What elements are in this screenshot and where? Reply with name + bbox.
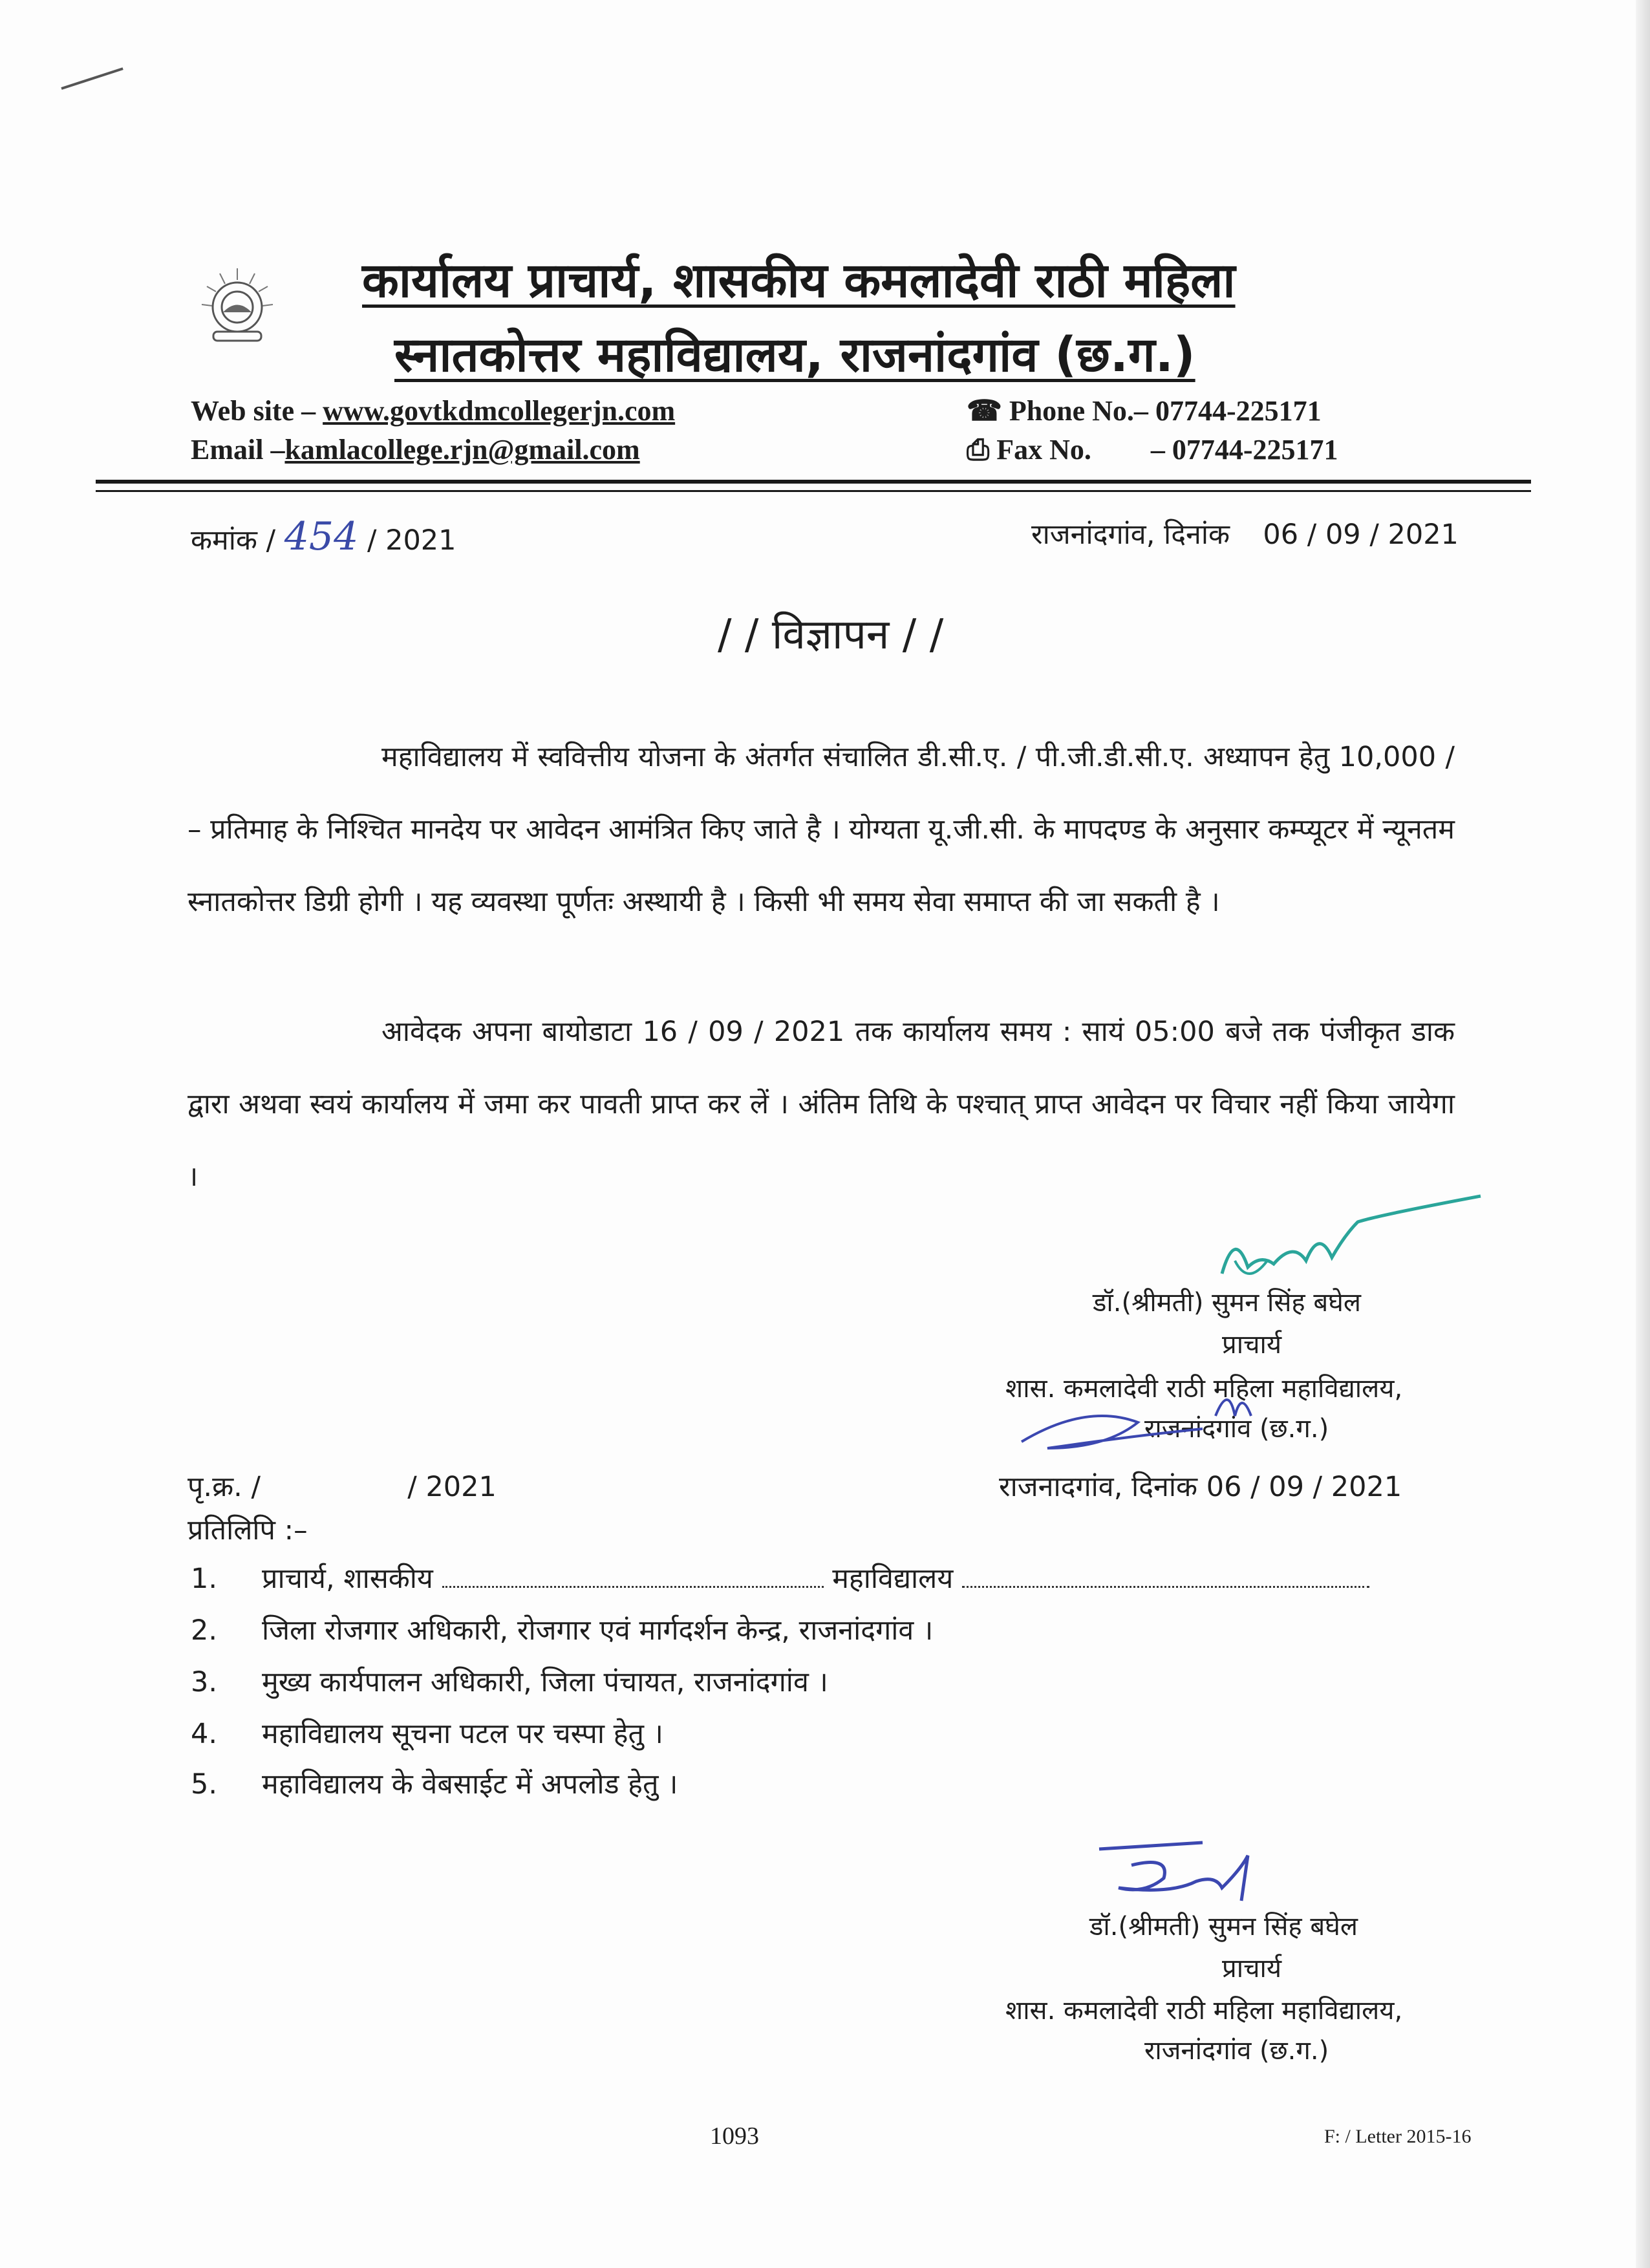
website-link[interactable]: www.govtkdmcollegerjn.com	[323, 395, 676, 427]
signature-1-designation: प्राचार्य	[1222, 1330, 1282, 1360]
email-label: Email –	[191, 434, 285, 465]
signature-1-scribble	[1209, 1183, 1487, 1293]
reference-date	[1031, 514, 1459, 552]
phone-label: Phone No.–	[1009, 395, 1148, 427]
ref-prefix: कमांक /	[191, 524, 276, 557]
fax-number: 07744-225171	[1172, 434, 1338, 465]
website-row	[191, 394, 675, 427]
copy-place-date: राजनादगांव, दिनांक 06 / 09 / 2021	[999, 1471, 1402, 1503]
header-line-1: कार्यालय प्राचार्य, शासकीय कमलादेवी राठी महिला	[362, 253, 1236, 308]
file-reference: F: / Letter 2015-16	[1324, 2126, 1472, 2147]
phone-icon: ☎	[967, 395, 1002, 427]
ref-suffix: / 2021	[367, 524, 456, 557]
ref-handwritten-number: 454	[284, 514, 359, 559]
ref-date: 06 / 09 / 2021	[1263, 519, 1459, 551]
body-paragraph-2: आवेदक अपना बायोडाटा 16 / 09 / 2021 तक कार्यालय समय : सायं 05:00 बजे तक पंजीकृत डाक द्वारा अथवा स्वयं कार्यालय में जमा कर पावती प्राप्त कर लें । अंतिम तिथि के पश्चात् प्राप्त आवेदन पर विचार नहीं किया जायेगा ।	[188, 1016, 1455, 1193]
header-line-2: स्नातकोत्तर महाविद्यालय, राजनांदगांव (छ.ग.)	[394, 327, 1195, 383]
signature-1-city: राजनांदगांव (छ.ग.)	[1144, 1414, 1329, 1444]
signature-2-institution: शास. कमलादेवी राठी महिला महाविद्यालय,	[1005, 1996, 1403, 2026]
phone-row	[967, 394, 1322, 427]
copy-item-5: 5. महाविद्यालय के वेबसाईट में अपलोड हेतु ।	[191, 1768, 678, 1801]
copy-ref-suffix: / 2021	[407, 1471, 497, 1503]
page-number: 1093	[710, 2123, 759, 2150]
email-link[interactable]: kamlacollege.rjn@gmail.com	[284, 434, 640, 465]
college-emblem-icon	[194, 262, 281, 349]
header-divider-thick	[96, 480, 1531, 484]
email-row	[191, 433, 640, 466]
body-paragraph-1: महाविद्यालय में स्ववित्तीय योजना के अंतर्गत संचालित डी.सी.ए. / पी.जी.डी.सी.ए. अध्यापन हेतु 10,000 / – प्रतिमाह के निश्चित मानदेय पर आवेदन आमंत्रित किए जाते है । योग्यता यू.जी.सी. के मापदण्ड के अनुसार कम्प्यूटर में न्यूनतम स्नातकोत्तर डिग्री होगी । यह व्यवस्था पूर्णतः अस्थायी है । किसी भी समय सेवा समाप्त की जा सकती है ।	[188, 741, 1455, 918]
copy-item-1-blank-2	[962, 1561, 1369, 1588]
signature-2-city: राजनांदगांव (छ.ग.)	[1144, 2036, 1329, 2066]
ref-place-date: राजनांदगांव, दिनांक	[1031, 519, 1230, 551]
copy-item-3: 3. मुख्य कार्यपालन अधिकारी, जिला पंचायत, राजनांदगांव ।	[191, 1666, 828, 1698]
fax-label: Fax No.	[996, 434, 1091, 465]
copy-ref-prefix: पृ.क्र. /	[188, 1471, 261, 1503]
signature-1-institution: शास. कमलादेवी राठी महिला महाविद्यालय,	[1005, 1374, 1403, 1404]
phone-number: 07744-225171	[1155, 395, 1322, 427]
signature-2-scribble	[1093, 1830, 1300, 1914]
reference-number	[191, 514, 456, 559]
fax-icon: ⎙	[967, 434, 990, 465]
copy-item-4: 4. महाविद्यालय सूचना पटल पर चस्पा हेतु ।	[191, 1718, 663, 1750]
fax-row	[967, 433, 1338, 466]
website-label: Web site –	[191, 395, 316, 427]
copy-item-1: 1. प्राचार्य, शासकीय महाविद्यालय	[191, 1558, 1369, 1596]
signature-2-designation: प्राचार्य	[1222, 1954, 1282, 1984]
copy-reference	[188, 1466, 497, 1504]
signature-1-name: डॉ.(श्रीमती) सुमन सिंह बघेल	[1093, 1288, 1361, 1318]
scan-edge-shadow	[1636, 0, 1650, 2268]
signature-2-name: डॉ.(श्रीमती) सुमन सिंह बघेल	[1089, 1912, 1358, 1942]
signature-1-overlay-scribble	[1009, 1377, 1397, 1461]
stray-pen-mark	[61, 67, 123, 90]
copy-item-1-blank-1	[442, 1561, 824, 1588]
advertisement-title: / / विज्ञापन / /	[718, 611, 944, 659]
copy-item-2: 2. जिला रोजगार अधिकारी, रोजगार एवं मार्गदर्शन केन्द्र, राजनांदगांव ।	[191, 1614, 934, 1647]
copy-heading: प्रतिलिपि :–	[188, 1514, 308, 1546]
header-divider-thin	[96, 490, 1531, 492]
fax-dash: –	[1150, 434, 1165, 465]
